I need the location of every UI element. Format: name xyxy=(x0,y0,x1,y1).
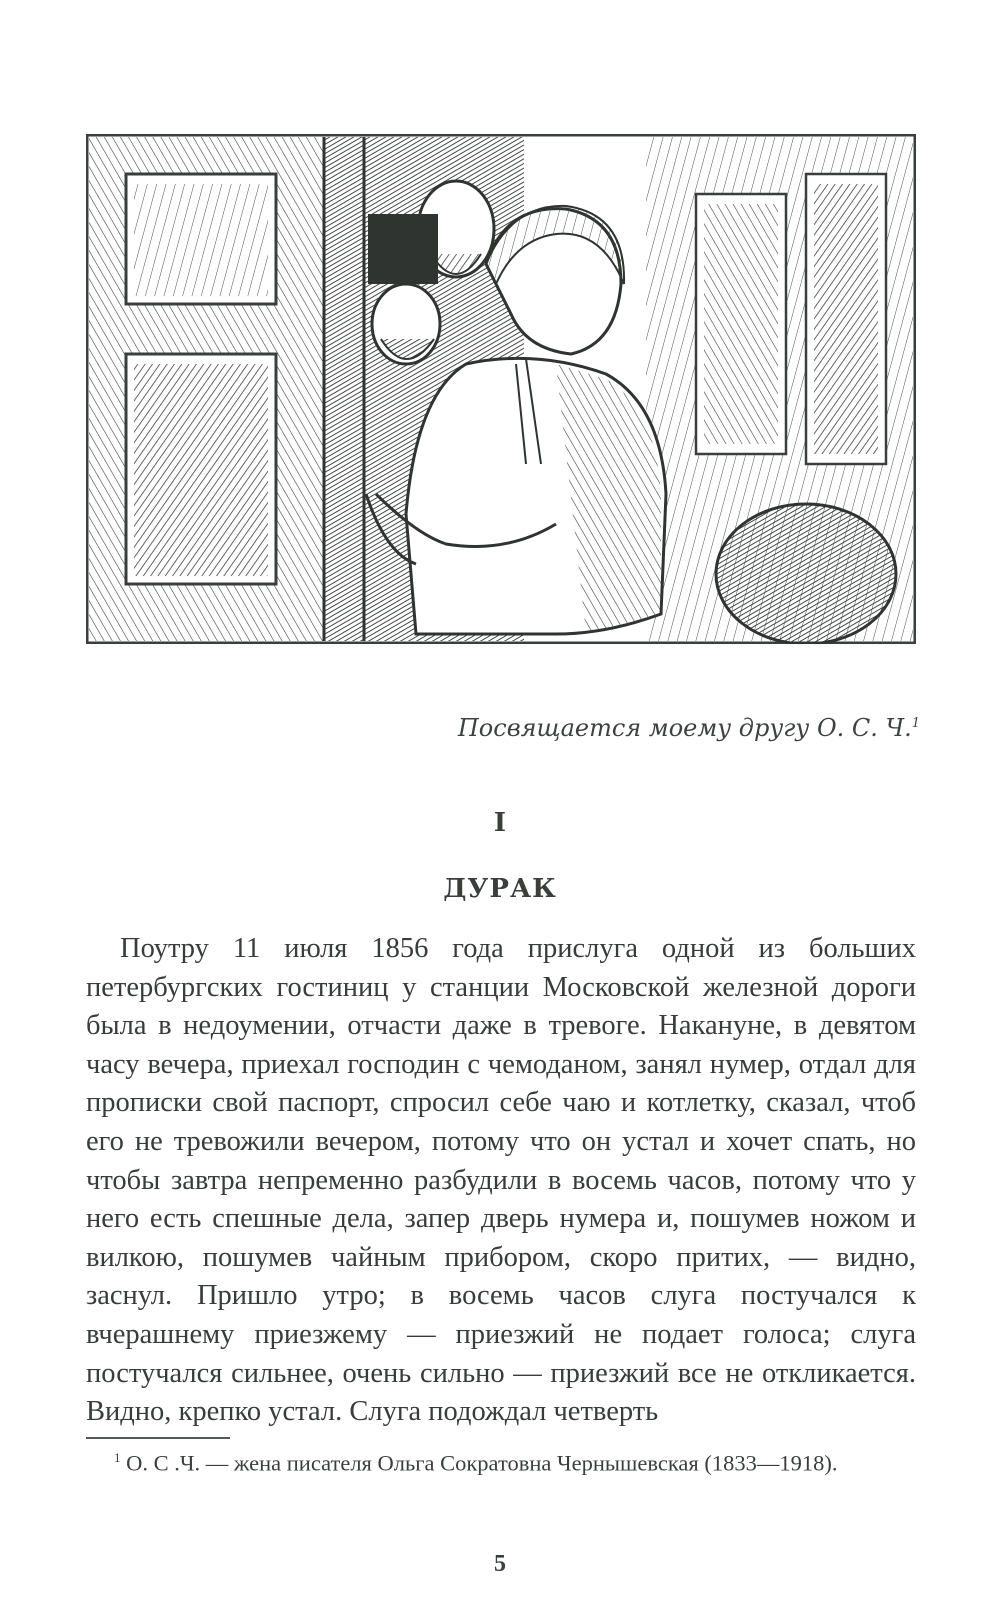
dedication-text: Посвящается моему другу О. С. Ч. xyxy=(457,714,912,742)
footnote-text: О. С .Ч. — жена писателя Ольга Сократовна Чернышевская (1833—1918). xyxy=(126,1450,838,1476)
footnote-mark: 1 xyxy=(114,1450,121,1465)
chapter-illustration xyxy=(86,134,916,644)
chapter-number: I xyxy=(493,808,507,838)
chapter-title: ДУРАК xyxy=(443,874,557,904)
page-number: 5 xyxy=(494,1551,506,1577)
body-paragraph: Поутру 11 июля 1856 года прислуга одной из больших петербургских гостиниц у станции Московской железной дороги была в недоумении, отчасти даже в тревоге. Накануне, в девятом часу вечера, приехал господин с чемоданом, занял нумер, отдал для прописки свой паспорт, спросил себе чаю и котлетку, сказал, чтоб его не тревожили вечером, потому что он устал и хочет спать, но чтобы завтра непременно разбудили в восемь часов, потому что у него есть спешные дела, запер дверь нумера и, пошумев ножом и вилкою, пошумев чайным прибором, скоро притих, — видно, заснул. Пришло утро; в восемь часов слуга постучался к вчерашнему приезжему — приезжий не подает голоса; слуга постучался сильнее, очень сильно — приезжий все не откликается. Видно, крепко устал. Слуга подождал четверть xyxy=(86,933,916,1428)
dedication-footnote-mark: 1 xyxy=(911,716,920,731)
illustration-drawing xyxy=(86,134,916,644)
footnote-divider xyxy=(86,1437,230,1439)
footnote xyxy=(86,1442,916,1479)
dedication xyxy=(458,714,920,742)
